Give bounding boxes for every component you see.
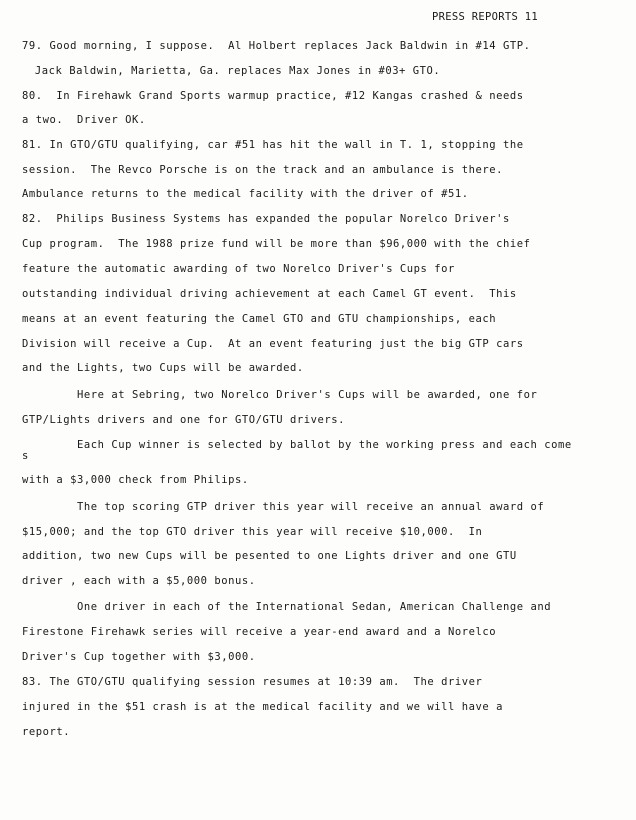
text-line: $15,000; and the top GTO driver this year will receive $10,000. In — [22, 526, 483, 538]
text-line: Firestone Firehawk series will receive a year-end award and a Norelco — [22, 626, 497, 638]
text-line: 81. In GTO/GTU qualifying, car #51 has hit the wall in T. 1, stopping the — [22, 139, 524, 151]
text-line: addition, two new Cups will be pesented to one Lights driver and one GTU — [22, 550, 517, 562]
text-line: 79. Good morning, I suppose. Al Holbert replaces Jack Baldwin in #14 GTP. — [22, 40, 531, 52]
text-line: session. The Revco Porsche is on the track and an ambulance is there. — [22, 164, 504, 176]
text-line: 82. Philips Business Systems has expanded the popular Norelco Driver's — [22, 213, 510, 225]
text-line: Division will receive a Cup. At an event featuring just the big GTP cars — [22, 338, 524, 350]
text-line: outstanding individual driving achievement at each Camel GT event. This — [22, 288, 517, 300]
text-line: 83. The GTO/GTU qualifying session resumes at 10:39 am. The driver — [22, 676, 483, 688]
text-line: Here at Sebring, two Norelco Driver's Cups will be awarded, one for — [22, 389, 538, 401]
text-line: Driver's Cup together with $3,000. — [22, 651, 256, 663]
text-line: a two. Driver OK. — [22, 114, 146, 126]
text-line: One driver in each of the International Sedan, American Challenge and — [22, 601, 552, 613]
text-line: The top scoring GTP driver this year will receive an annual award of — [22, 501, 545, 513]
text-line: Each Cup winner is selected by ballot by the working press and each come — [22, 439, 572, 451]
text-line: Jack Baldwin, Marietta, Ga. replaces Max Jones in #03+ GTO. — [28, 65, 441, 77]
text-line: report. — [22, 726, 71, 738]
text-line: feature the automatic awarding of two Norelco Driver's Cups for — [22, 263, 455, 275]
page-header: PRESS REPORTS 11 — [432, 11, 538, 23]
text-line: Cup program. The 1988 prize fund will be more than $96,000 with the chief — [22, 238, 531, 250]
text-line: Ambulance returns to the medical facility with the driver of #51. — [22, 188, 469, 200]
text-line: driver , each with a $5,000 bonus. — [22, 575, 256, 587]
text-line: GTP/Lights drivers and one for GTO/GTU drivers. — [22, 414, 345, 426]
text-line: and the Lights, two Cups will be awarded. — [22, 362, 304, 374]
text-line: injured in the $51 crash is at the medical facility and we will have a — [22, 701, 504, 713]
text-line: with a $3,000 check from Philips. — [22, 474, 249, 486]
text-line: means at an event featuring the Camel GTO and GTU championships, each — [22, 313, 497, 325]
text-line: s — [22, 450, 29, 462]
text-line: 80. In Firehawk Grand Sports warmup practice, #12 Kangas crashed & needs — [22, 90, 524, 102]
